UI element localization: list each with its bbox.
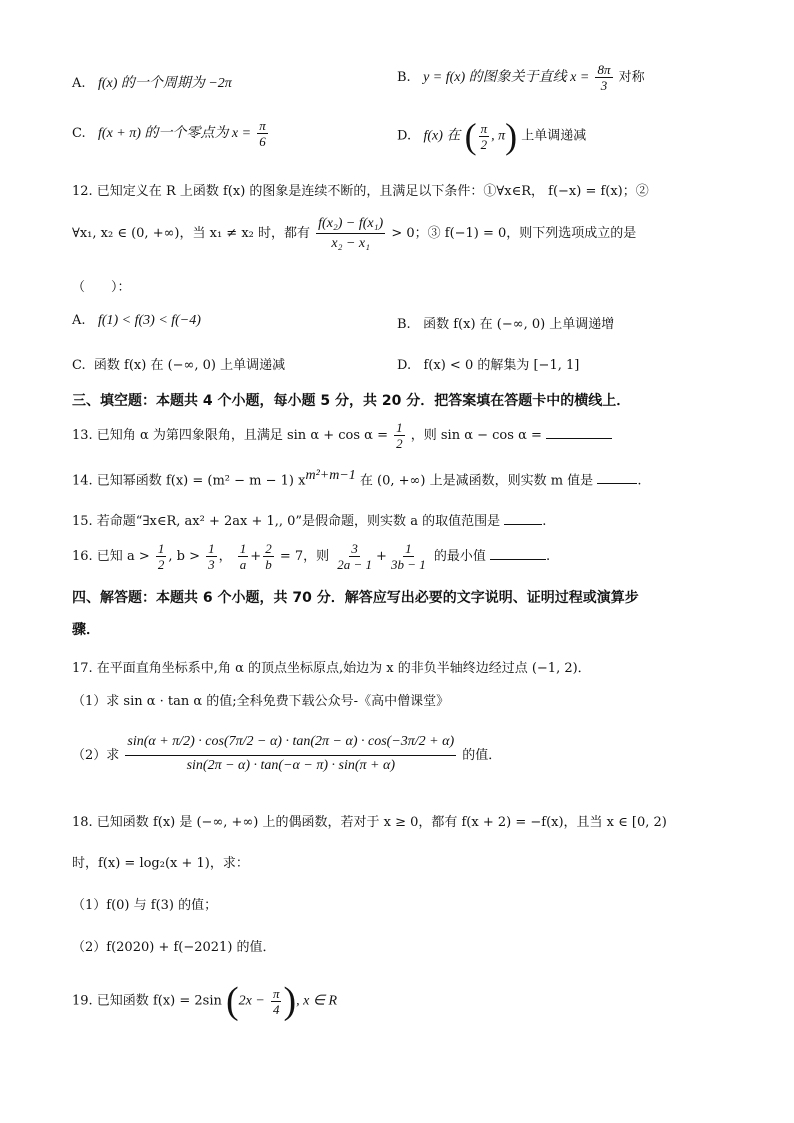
q12-line1: 12. 已知定义在 R 上函数 f(x) 的图象是连续不断的，且满足以下条件：①∀x∈R， f(−x) = f(x)；② <box>72 184 649 199</box>
q13-fraction: $\frac{1}{2}$ <box>396 420 403 451</box>
q17-intro: 17. 在平面直角坐标系中,角 α 的顶点坐标原点,始边为 x 的非负半轴终边经过点 (−1, 2)． <box>72 661 591 676</box>
q16-a-fraction: $\frac{1}{2}$ <box>157 541 165 572</box>
q12-option-c: C. 函数 f(x) 在 (−∞, 0) 上单调递减 <box>72 358 286 373</box>
q14: 14. 已知幂函数 f(x) = (m² − m − 1) $x^{m^2+m-1}$ 在 (0, +∞) 上是减函数，则实数 m 值是 . <box>72 468 642 489</box>
q12-option-a: A. f(1) < f(3) < f(−4) <box>72 313 201 328</box>
q16-answer-blank[interactable] <box>490 547 546 560</box>
q14-answer-blank[interactable] <box>597 471 637 484</box>
q11-option-a: A. f(x) 的一个周期为 −2π <box>72 76 232 91</box>
q18-part2: （2）f(2020) + f(−2021) 的值． <box>72 940 276 955</box>
q16: 16. 已知 a > $\frac{1}{2}$ , b > $\frac{1}{3}$ ， $\frac{1}{a}$ + $\frac{2}{b}$ = 7，则 $\frac{3}{2a - 1}$ + $\frac{1}{3b - 1}$ 的最小值 . <box>72 541 551 572</box>
section-3-heading: 三、填空题：本题共 4 个小题，每小题 5 分，共 20 分．把答案填在答题卡中的横线上． <box>72 393 631 409</box>
section-4-heading-line2: 骤． <box>72 622 100 638</box>
q11-b-fraction: $\frac{8\pi}{3}$ <box>597 62 611 93</box>
q12-option-b: B. 函数 f(x) 在 (−∞, 0) 上单调递增 <box>397 317 615 332</box>
q16-g1-fraction: $\frac{3}{2a - 1}$ <box>337 541 373 572</box>
q17-part2: （2）求 $\frac{\sin(\alpha + \pi/2) \cdot \cos(7\pi/2 - \alpha) \cdot \tan(2\pi - \alpha) \cdot \cos(-3\pi/2 + \alpha)}{\sin(2\pi - \alpha) \cdot \tan(-\alpha - \pi) \cdot \sin(\pi + \alpha)}$ 的值． <box>72 734 502 773</box>
q11-option-c: C. f(x + π) 的一个零点为 x = $\frac{\pi}{6}$ <box>72 118 266 149</box>
q15-answer-blank[interactable] <box>504 512 542 525</box>
q19-fraction: $\frac{\pi}{4}$ <box>272 985 280 1017</box>
q11-option-b: B. y = f(x) 的图象关于直线 x = $\frac{8\pi}{3}$ 对称 <box>397 62 645 93</box>
q17-part1: （1）求 sin α · tan α 的值;全科免费下载公众号-《高中僧课堂》 <box>72 694 450 709</box>
q12-answer-bracket: （ ）： <box>72 280 131 295</box>
q11-c-fraction: $\frac{\pi}{6}$ <box>259 118 266 149</box>
q16-2-over-b: $\frac{2}{b}$ <box>265 541 272 572</box>
q17-big-fraction: $\frac{\sin(\alpha + \pi/2) \cdot \cos(7\pi/2 - \alpha) \cdot \tan(2\pi - \alpha) \cdot \cos(-3\pi/2 + \alpha)}{\sin(2\pi - \alpha) \cdot \tan(-\alpha - \pi) \cdot \sin(\pi + \alpha)}$ <box>127 734 455 773</box>
q12-line2: ∀x₁, x₂ ∈ (0, +∞)，当 x₁ ≠ x₂ 时，都有 $\frac{\text{f(x₂) − f(x₁)}}{\text{x₂ − x₁}}$ > 0；③ f(−1) = 0，则下列选项成立的是 <box>72 216 637 251</box>
q16-1-over-a: $\frac{1}{a}$ <box>239 541 247 572</box>
q12-option-d: D. f(x) < 0 的解集为 [−1, 1] <box>397 358 580 373</box>
q18-line1: 18. 已知函数 f(x) 是 (−∞, +∞) 上的偶函数，若对于 x ≥ 0，都有 f(x + 2) = −f(x)，且当 x ∈ [0, 2) <box>72 815 667 830</box>
section-4-heading-line1: 四、解答题：本题共 6 个小题，共 70 分．解答应写出必要的文字说明、证明过程或演算步 <box>72 590 639 606</box>
q13-answer-blank[interactable] <box>546 426 612 439</box>
q11-d-fraction: $\frac{\pi}{2}$ <box>480 120 488 152</box>
q19: 19. 已知函数 f(x) = 2sin (2x − $\frac{\pi}{4}$ ), x ∈ R <box>72 980 338 1022</box>
q18-line2: 时，f(x) = log₂(x + 1)，求： <box>72 856 249 871</box>
q16-g2-fraction: $\frac{1}{3b - 1}$ <box>390 541 426 572</box>
q18-part1: （1）f(0) 与 f(3) 的值； <box>72 898 218 913</box>
q15: 15. 若命题“∃x∈R, ax² + 2ax + 1,, 0”是假命题，则实数 a 的取值范围是 . <box>72 514 547 529</box>
q11-option-d: D. f(x) 在 ( $\frac{\pi}{2}$ , π) 上单调递减 <box>397 116 587 156</box>
q13: 13. 已知角 α 为第四象限角，且满足 sin α + cos α = $\frac{1}{2}$ ，则 sin α − cos α = <box>72 420 612 451</box>
q12-fraction: $\frac{\text{f(x₂) − f(x₁)}}{\text{x₂ − x₁}}$ <box>318 216 384 251</box>
q16-b-fraction: $\frac{1}{3}$ <box>208 541 215 572</box>
